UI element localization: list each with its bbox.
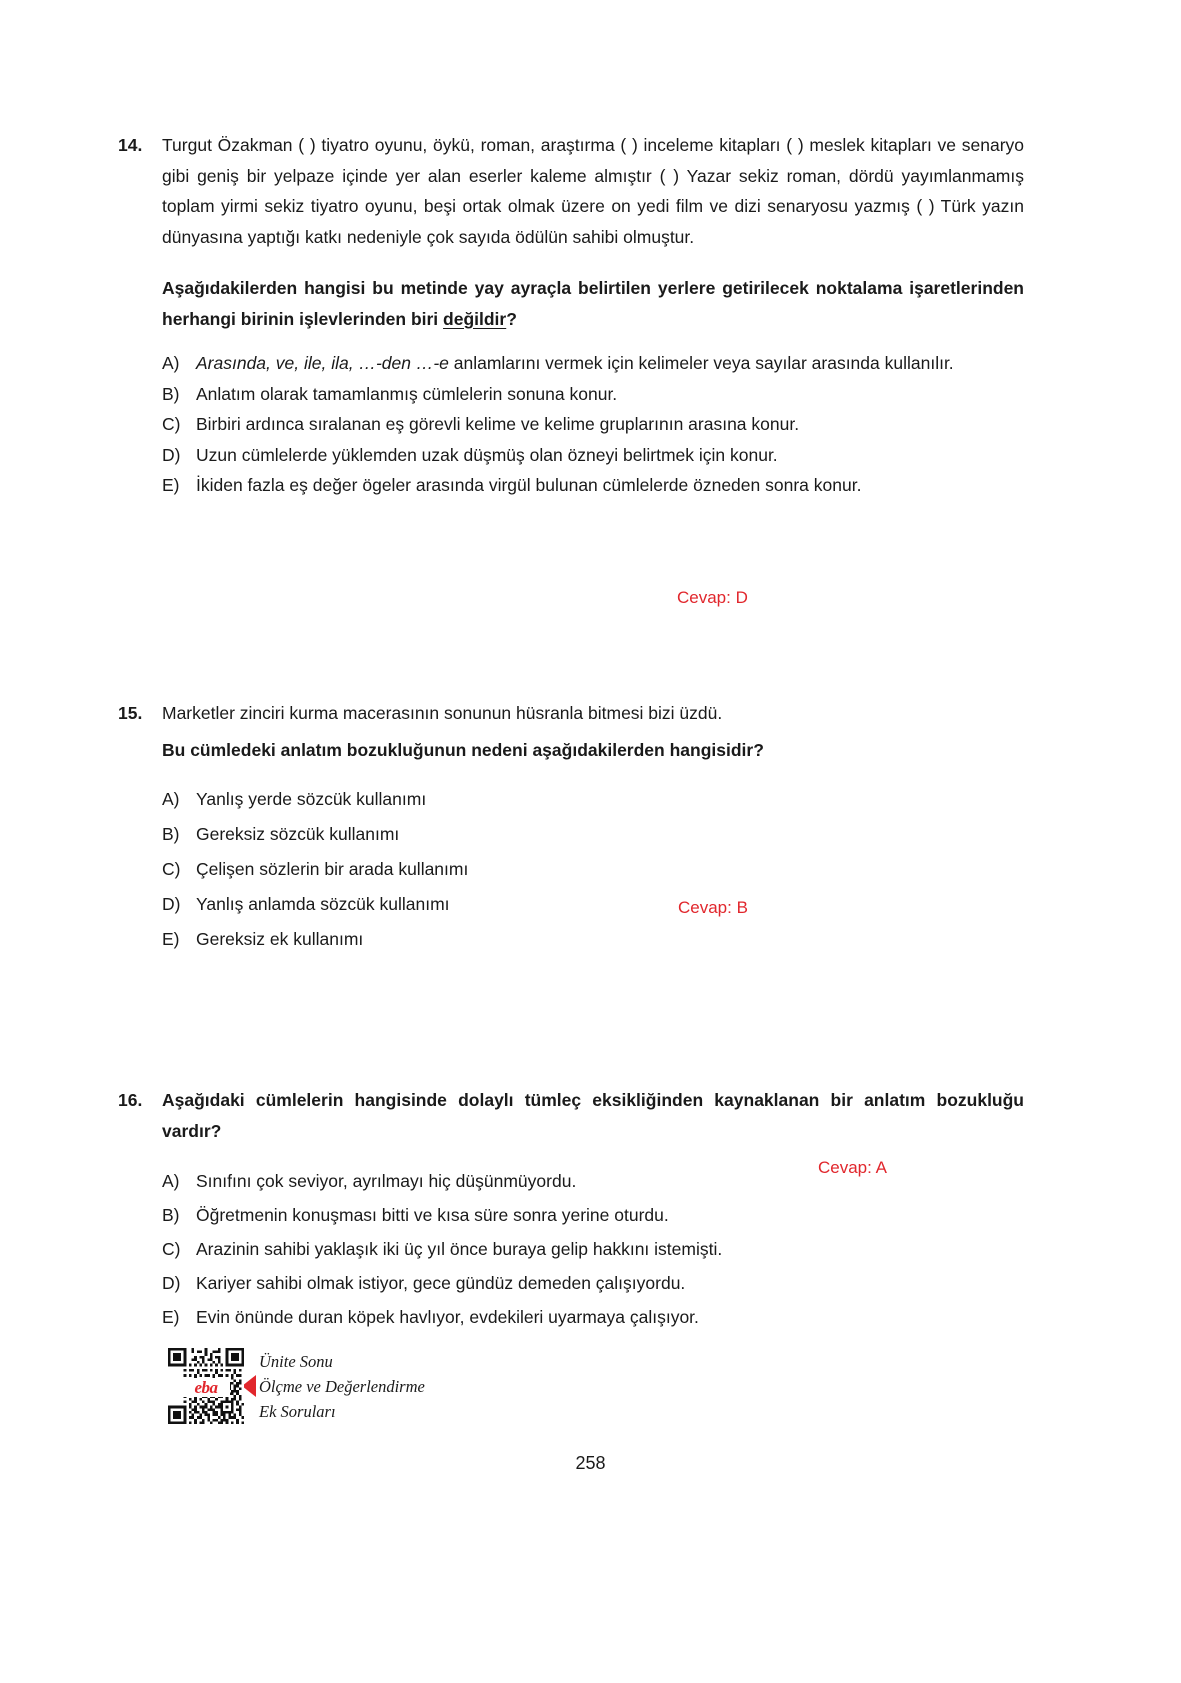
option-row[interactable] [162,1232,1024,1266]
option-row[interactable] [162,782,1024,817]
option-row[interactable] [162,852,1024,887]
question-14-prompt-underlined: değildir [443,308,507,329]
question-14-prompt [162,273,1024,334]
question-14-number: 14. [118,135,143,155]
question-16-options [162,1164,1024,1334]
option-text: Yanlış anlamda sözcük kullanımı [196,894,450,914]
option-letter: A) [162,1171,180,1191]
option-text: Sınıfını çok seviyor, ayrılmayı hiç düşünmüyordu. [196,1171,577,1191]
option-italic-text: Arasında, ve, ile, ila, …-den …-e [196,353,449,373]
option-letter: E) [162,475,180,495]
option-text: Yanlış yerde sözcük kullanımı [196,789,427,809]
option-letter: A) [162,353,180,373]
option-letter: D) [162,1273,181,1293]
option-text: Anlatım olarak tamamlanmış cümlelerin sonuna konur. [196,383,618,404]
option-letter: E) [162,929,180,949]
question-16-number: 16. [118,1090,143,1110]
question-14-prompt-part1: Aşağıdakilerden hangisi bu metinde yay ayraçla belirtilen yerlere getirilecek noktalama işaretlerinden herhangi birinin işlevlerinden biri [162,278,1024,329]
qr-code-icon[interactable] [168,1348,244,1424]
question-14-answer: Cevap: D [677,588,748,607]
question-16-header [118,1085,1024,1146]
question-15-options [162,782,1024,957]
question-15-header [118,698,1024,729]
option-plain-text: anlamlarını vermek için kelimeler veya sayılar arasında kullanılır. [448,353,954,373]
option-letter: A) [162,789,180,809]
option-letter: C) [162,414,181,434]
option-row[interactable] [162,1164,1024,1198]
option-row[interactable] [162,1266,1024,1300]
option-letter: D) [162,894,181,914]
resource-caption [259,1349,425,1424]
option-row[interactable] [162,470,1024,501]
question-14-header [118,130,1024,252]
question-15-prompt [162,735,1024,766]
option-row[interactable] [162,887,1024,922]
option-letter: B) [162,383,180,404]
option-letter: B) [162,1205,180,1225]
question-14-prompt-part2: ? [506,308,517,329]
option-text: Arazinin sahibi yaklaşık iki üç yıl önce buraya gelip hakkını istemişti. [196,1239,723,1259]
option-text: Gereksiz sözcük kullanımı [196,824,400,844]
option-text: Gereksiz ek kullanımı [196,929,364,949]
unit-end-resource-block[interactable] [168,1348,425,1424]
option-text: İkiden fazla eş değer ögeler arasında virgül bulunan cümlelerde özneden sonra konur. [196,475,862,495]
question-16 [118,1085,1024,1334]
question-15-prompt-part1: Bu cümledeki anlatım bozukluğunun nedeni aşağıdakilerden hangisidir? [162,739,764,760]
option-text: Evin önünde duran köpek havlıyor, evdekileri uyarmaya çalışıyor. [196,1307,699,1327]
option-row[interactable] [162,348,1024,379]
eba-logo: eba [182,1378,230,1397]
option-text: Uzun cümlelerde yüklemden uzak düşmüş olan özneyi belirtmek için konur. [196,444,778,465]
question-16-prompt: Aşağıdaki cümlelerin hangisinde dolaylı tümleç eksikliğinden kaynaklanan bir anlatım bozukluğu vardır? [162,1090,1024,1141]
option-letter: C) [162,859,181,879]
option-row[interactable] [162,1300,1024,1334]
resource-caption-line-2: Ölçme ve Değerlendirme [259,1376,425,1396]
question-14-options [162,348,1024,501]
option-letter: C) [162,1239,181,1259]
question-15-answer: Cevap: B [678,898,748,917]
option-letter: B) [162,824,180,844]
question-14-stem: Turgut Özakman ( ) tiyatro oyunu, öykü, roman, araştırma ( ) inceleme kitapları ( ) meslek kitapları ve senaryo gibi geniş bir yelpaze içinde yer alan eserler kaleme almıştır ( ) Yazar sekiz roman, dördü yayımlanmamış toplam yirmi sekiz tiyatro oyunu, beşi ortak olmak üzere on yedi film ve dizi senaryosu yazmış ( ) Türk yazın dünyasına yaptığı katkı nedeniyle çok sayıda ödülün sahibi olmuştur. [162,135,1024,247]
option-row[interactable] [162,379,1024,410]
option-row[interactable] [162,440,1024,471]
resource-caption-line-1: Ünite Sonu [259,1351,333,1371]
option-row[interactable] [162,922,1024,957]
option-text [196,348,1024,379]
option-letter: E) [162,1307,180,1327]
question-15-stem: Marketler zinciri kurma macerasının sonunun hüsranla bitmesi bizi üzdü. [162,703,723,723]
question-16-answer: Cevap: A [818,1158,887,1177]
question-15 [118,698,1024,957]
option-row[interactable] [162,409,1024,440]
page-number: 258 [575,1453,606,1473]
option-letter: D) [162,444,181,465]
question-15-number: 15. [118,703,143,723]
option-text: Kariyer sahibi olmak istiyor, gece gündüz demeden çalışıyordu. [196,1273,686,1293]
red-triangle-pointer-icon [242,1375,256,1397]
question-14 [118,130,1024,501]
option-row[interactable] [162,817,1024,852]
option-text: Birbiri ardınca sıralanan eş görevli kelime ve kelime gruplarının arasına konur. [196,414,800,434]
resource-caption-line-3: Ek Soruları [259,1401,336,1421]
option-text: Öğretmenin konuşması bitti ve kısa süre sonra yerine oturdu. [196,1205,669,1225]
option-text: Çelişen sözlerin bir arada kullanımı [196,859,469,879]
option-row[interactable] [162,1198,1024,1232]
